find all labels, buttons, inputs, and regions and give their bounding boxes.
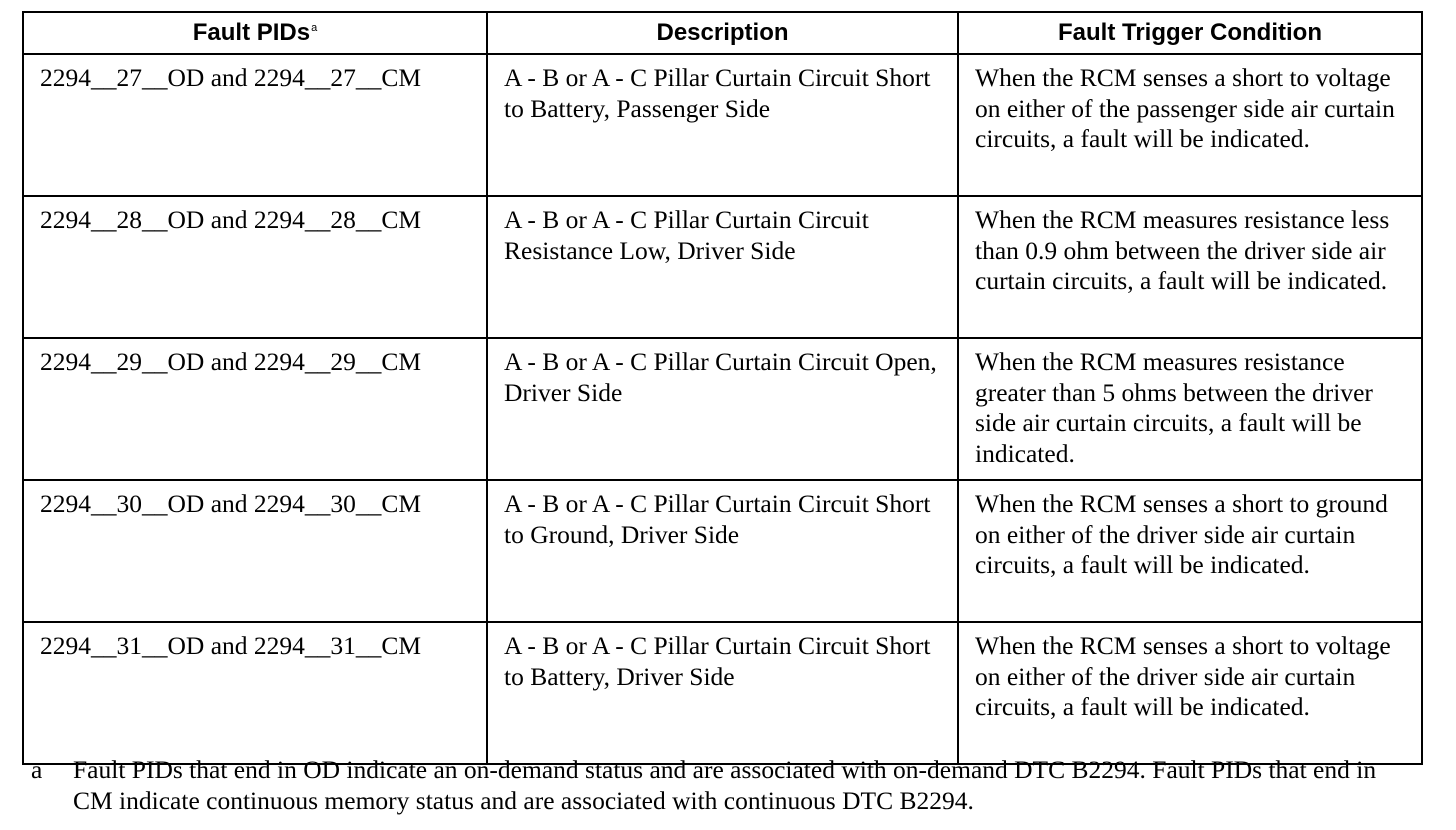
header-description: Description	[487, 12, 958, 54]
description-cell: A - B or A - C Pillar Curtain Circuit Resistance Low, Driver Side	[487, 196, 958, 338]
table-row	[23, 480, 1422, 622]
fault-pid-cell: 2294__28__OD and 2294__28__CM	[23, 196, 487, 338]
trigger-condition-cell: When the RCM measures resistance less than 0.9 ohm between the driver side air curtain circuits, a fault will be indicated.	[958, 196, 1422, 338]
trigger-condition-cell: When the RCM senses a short to voltage on either of the driver side air curtain circuits, a fault will be indicated.	[958, 622, 1422, 764]
description-cell: A - B or A - C Pillar Curtain Circuit Open, Driver Side	[487, 338, 958, 480]
header-fault-pids-label: Fault PIDs	[192, 19, 311, 46]
fault-pid-cell: 2294__29__OD and 2294__29__CM	[23, 338, 487, 480]
trigger-condition-cell: When the RCM senses a short to ground on either of the driver side air curtain circuits, a fault will be indicated.	[958, 480, 1422, 622]
header-fault-trigger-condition: Fault Trigger Condition	[958, 12, 1422, 54]
description-cell: A - B or A - C Pillar Curtain Circuit Short to Ground, Driver Side	[487, 480, 958, 622]
fault-pid-cell: 2294__31__OD and 2294__31__CM	[23, 622, 487, 764]
trigger-condition-cell: When the RCM senses a short to voltage on either of the passenger side air curtain circuits, a fault will be indicated.	[958, 54, 1422, 196]
table-row	[23, 338, 1422, 480]
table-header-row	[23, 12, 1422, 54]
table-row	[23, 196, 1422, 338]
fault-pid-cell: 2294__30__OD and 2294__30__CM	[23, 480, 487, 622]
fault-pid-cell: 2294__27__OD and 2294__27__CM	[23, 54, 487, 196]
header-fault-pids	[23, 12, 487, 54]
table-row	[23, 54, 1422, 196]
description-cell: A - B or A - C Pillar Curtain Circuit Short to Battery, Driver Side	[487, 622, 958, 764]
fault-pid-table	[22, 11, 1423, 765]
footnote-marker: a	[31, 755, 43, 784]
footnote-reference: a	[311, 22, 318, 34]
table-row	[23, 622, 1422, 764]
trigger-condition-cell: When the RCM measures resistance greater than 5 ohms between the driver side air curtain circuits, a fault will be indicated.	[958, 338, 1422, 480]
description-cell: A - B or A - C Pillar Curtain Circuit Short to Battery, Passenger Side	[487, 54, 958, 196]
table-footnote	[31, 754, 1411, 816]
footnote-text: Fault PIDs that end in OD indicate an on-demand status and are associated with on-demand DTC B2294. Fault PIDs that end in CM indicate continuous memory status and are associated with continuous DTC B2294.	[73, 755, 1377, 815]
